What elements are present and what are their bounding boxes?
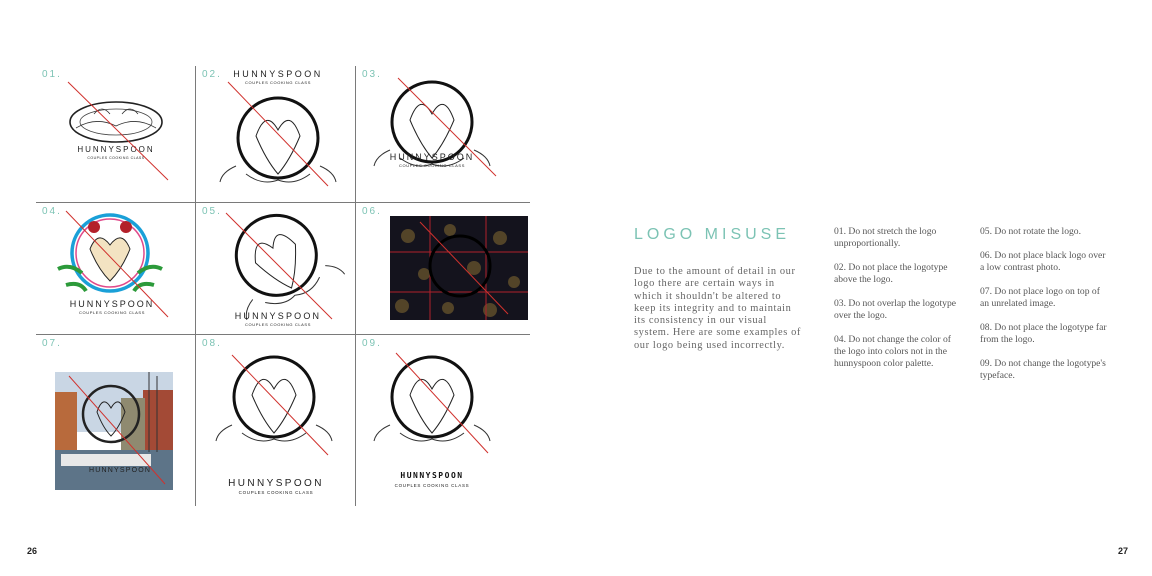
misuse-example-02: [196, 66, 358, 200]
example-number: 06.: [362, 206, 382, 217]
logo-with-changed-typeface-image: [356, 335, 518, 495]
misuse-example-03: [356, 66, 518, 200]
rule-item: 06. Do not place black logo over a low contrast photo.: [980, 250, 1106, 273]
example-number: 09.: [362, 338, 382, 349]
stretched-logo-image: [36, 66, 196, 200]
tagline-text: COUPLES COOKING CLASS: [79, 310, 145, 315]
logotype-text: HUNNYSPOON: [69, 299, 155, 309]
rule-item: 03. Do not overlap the logotype over the logo.: [834, 298, 957, 321]
misuse-rules-left: [834, 226, 964, 382]
logotype-text: HUNNYSPOON: [228, 478, 324, 489]
example-number: 01.: [42, 69, 62, 80]
logotype-text: HUNNYSPOON: [389, 152, 475, 162]
section-title: LOGO MISUSE: [634, 226, 791, 243]
page-number-right: 27: [1118, 546, 1129, 556]
misuse-example-04: [36, 203, 198, 337]
misuse-example-07: [36, 335, 198, 474]
tagline-text: COUPLES COOKING CLASS: [399, 163, 465, 168]
tagline-text: COUPLES COOKING CLASS: [394, 483, 470, 488]
misuse-example-01: [36, 66, 198, 200]
tagline-text: COUPLES COOKING CLASS: [245, 80, 311, 85]
example-number: 05.: [202, 206, 222, 217]
page-number-left: 26: [27, 546, 38, 556]
logotype-text: HUNNYSPOON: [234, 311, 322, 321]
tagline-text: COUPLES COOKING CLASS: [245, 322, 311, 327]
logotype-text: HUNNYSPOON: [233, 69, 323, 79]
rule-item: 05. Do not rotate the logo.: [980, 226, 1081, 237]
example-number: 03.: [362, 69, 382, 80]
logotype-text: HUNNYSPOON: [77, 145, 155, 154]
tagline-text: COUPLES COOKING CLASS: [87, 156, 145, 160]
rule-item: 01. Do not stretch the logo unproportionally.: [834, 226, 937, 249]
recolored-logo-image: [36, 203, 196, 337]
tagline-text: COUPLES COOKING CLASS: [238, 490, 314, 495]
example-number: 04.: [42, 206, 62, 217]
rotated-logo-image: [196, 203, 356, 337]
logotype-text: HUNNYSPOON: [89, 467, 152, 474]
example-number: 02.: [202, 69, 222, 80]
misuse-example-08: [196, 335, 358, 495]
misuse-grid: [36, 66, 530, 506]
section-intro: Due to the amount of detail in our logo there are certain ways in which it shouldn't be altered to keep its integrity and to maintain its consistency in our visual system. Here are some examples of our logo being used incorrectly.: [634, 266, 801, 351]
logotype-text: HUNNYSPOON: [400, 471, 464, 480]
rule-item: 08. Do not place the logotype far from the logo.: [980, 322, 1107, 345]
rule-item: 09. Do not change the logotype's typeface.: [980, 358, 1106, 381]
example-number: 07.: [42, 338, 62, 349]
misuse-example-09: [356, 335, 518, 488]
rule-item: 04. Do not change the color of the logo into colors not in the hunnyspoon color palette.: [834, 334, 951, 369]
logo-with-distant-logotype-image: [196, 335, 356, 505]
example-number: 08.: [202, 338, 222, 349]
logo-with-overlapping-logotype-image: [356, 66, 518, 200]
misuse-example-05: [196, 203, 358, 337]
misuse-rules-right: [980, 226, 1110, 394]
unrelated-harbor-photo-image: [55, 372, 173, 490]
misuse-example-06: [356, 203, 518, 337]
logo-with-logotype-above-image: [196, 66, 356, 200]
rule-item: 02. Do not place the logotype above the logo.: [834, 262, 948, 285]
rule-item: 07. Do not place logo on top of an unrelated image.: [980, 286, 1100, 309]
low-contrast-photo-image: [390, 216, 528, 320]
